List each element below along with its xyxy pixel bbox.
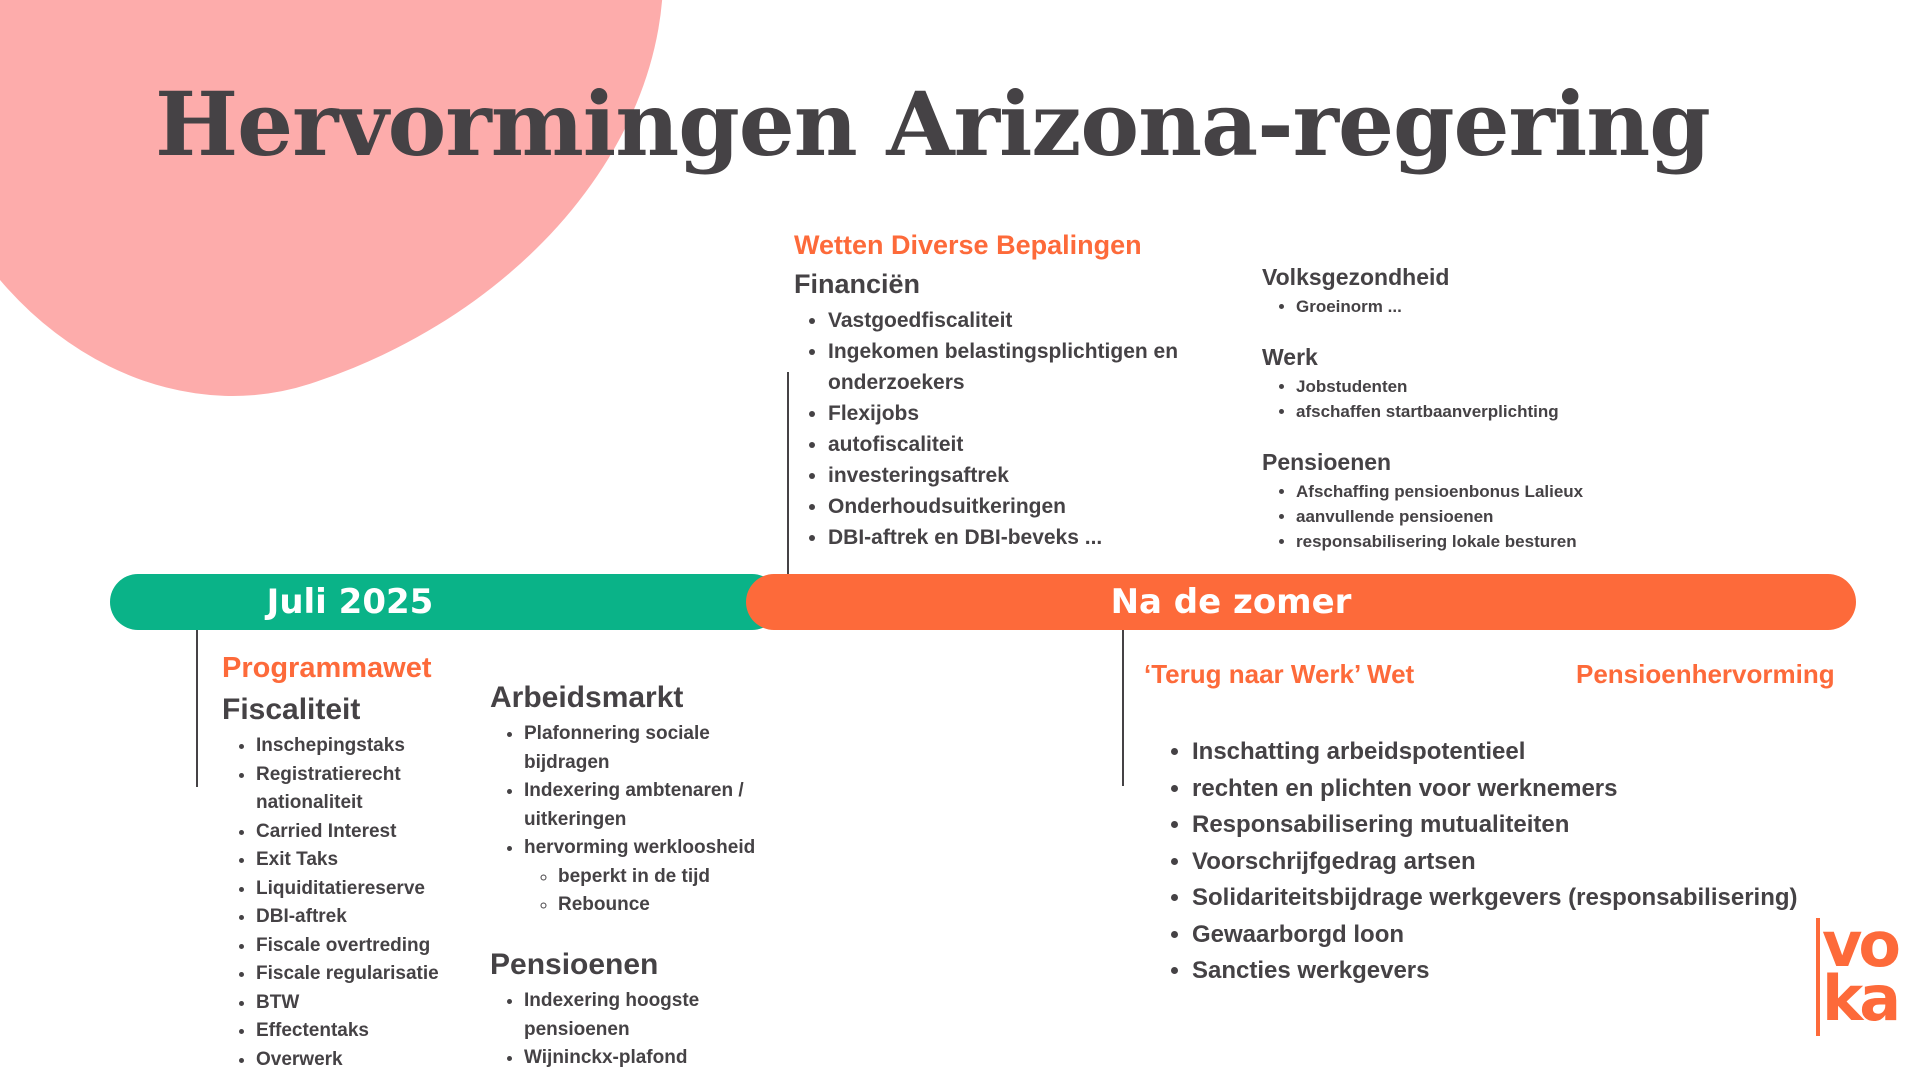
arbeidsmarkt-block <box>490 676 790 920</box>
list-item: • Effectentaks <box>256 1017 482 1046</box>
programmawet-pensioenen-block <box>490 943 790 1073</box>
list-item: • afschaffen startbaanverplichting <box>1296 399 1682 424</box>
list-item: • DBI-aftrek en DBI-beveks ... <box>828 522 1224 553</box>
list-item: • Plafonnering sociale bijdragen <box>524 720 790 777</box>
programmawet-block <box>222 648 482 1074</box>
list-item: • Responsabilisering mutualiteiten <box>1192 807 1818 844</box>
connector-wdb <box>787 372 789 602</box>
logo-line: vo <box>1822 908 1898 981</box>
timeline-phase-label: Juli 2025 <box>266 582 434 622</box>
sub-list-item: ◦ Rebounce <box>558 891 790 920</box>
list-item: • Indexering hoogste pensioenen <box>524 987 790 1044</box>
page-title: Hervormingen Arizona-regering <box>155 72 1710 176</box>
fiscaliteit-title: Fiscaliteit <box>222 693 361 726</box>
list-item: • Carried Interest <box>256 818 482 847</box>
list-item: • BTW <box>256 989 482 1018</box>
terug-naar-werk-heading: ‘Terug naar Werk’ Wet <box>1144 659 1415 689</box>
list-item: • Inschepingstaks <box>256 732 482 761</box>
timeline-phase-juli-2025 <box>110 574 780 630</box>
list-item: • Indexering ambtenaren / uitkeringen <box>524 777 790 834</box>
financien-list <box>794 305 1224 553</box>
list-item: • Vastgoedfiscaliteit <box>828 305 1224 336</box>
wdb-heading: Wetten Diverse Bepalingen <box>794 230 1142 260</box>
list-item: • Afschaffing pensioenbonus Lalieux <box>1296 479 1682 504</box>
list-item: • Groeinorm ... <box>1296 294 1682 319</box>
list-item: • Registratierecht nationaliteit <box>256 761 482 818</box>
list-item: • Overwerk <box>256 1046 482 1075</box>
wdb-volksgezondheid-block <box>1262 260 1682 319</box>
timeline-phase-na-de-zomer <box>746 574 1856 630</box>
list-item: • aanvullende pensioenen <box>1296 504 1682 529</box>
list-item: • autofiscaliteit <box>828 429 1224 460</box>
terug-naar-werk-list <box>1158 734 1818 990</box>
list-item: • Wijninckx-plafond <box>524 1044 790 1073</box>
financien-title: Financiën <box>794 269 921 299</box>
list-item: • Fiscale regularisatie <box>256 960 482 989</box>
wdb-financien-block <box>794 227 1224 553</box>
wdb-werk-block <box>1262 340 1682 424</box>
list-item: • Flexijobs <box>828 398 1224 429</box>
list-item: • Jobstudenten <box>1296 374 1682 399</box>
wdb-pensioenen-block <box>1262 445 1682 554</box>
fiscaliteit-list <box>222 732 482 1074</box>
werkloosheid-sublist <box>524 863 790 920</box>
werk-title: Werk <box>1262 344 1318 370</box>
programmawet-heading: Programmawet <box>222 652 432 684</box>
arbeidsmarkt-title: Arbeidsmarkt <box>490 681 684 714</box>
pensioenhervorming-heading: Pensioenhervorming <box>1576 659 1835 689</box>
volksgezondheid-list <box>1262 294 1682 319</box>
list-item: • Sancties werkgevers <box>1192 953 1818 990</box>
list-item: • Voorschrijfgedrag artsen <box>1192 844 1818 881</box>
list-item: • rechten en plichten voor werknemers <box>1192 771 1818 808</box>
list-item: • Exit Taks <box>256 846 482 875</box>
terug-naar-werk-block <box>1158 734 1818 990</box>
werk-list <box>1262 374 1682 424</box>
list-item: • Gewaarborgd loon <box>1192 917 1818 954</box>
voka-logo <box>1816 908 1898 1036</box>
list-item: • Liquiditatiereserve <box>256 875 482 904</box>
list-item: • investeringsaftrek <box>828 460 1224 491</box>
list-item-label: hervorming werkloosheid <box>524 837 756 858</box>
timeline-phase-label: Na de zomer <box>1110 582 1352 622</box>
arbeidsmarkt-list <box>490 720 790 920</box>
wdb-pensioenen-list <box>1262 479 1682 554</box>
wdb-pensioenen-title: Pensioenen <box>1262 449 1392 475</box>
sub-list-item: ◦ beperkt in de tijd <box>558 863 790 892</box>
volksgezondheid-title: Volksgezondheid <box>1262 264 1450 290</box>
logo-line: ka <box>1822 962 1898 1035</box>
list-item: • Ingekomen belastingsplichtigen en onderzoekers <box>828 336 1224 398</box>
list-item: • Solidariteitsbijdrage werkgevers (responsabilisering) <box>1192 880 1818 917</box>
list-item: • responsabilisering lokale besturen <box>1296 529 1682 554</box>
list-item: • Onderhoudsuitkeringen <box>828 491 1224 522</box>
list-item: • DBI-aftrek <box>256 903 482 932</box>
programmawet-pensioenen-title: Pensioenen <box>490 948 659 981</box>
programmawet-pensioenen-list <box>490 987 790 1073</box>
list-item <box>524 834 790 920</box>
list-item: • Inschatting arbeidspotentieel <box>1192 734 1818 771</box>
list-item: • Fiscale overtreding <box>256 932 482 961</box>
